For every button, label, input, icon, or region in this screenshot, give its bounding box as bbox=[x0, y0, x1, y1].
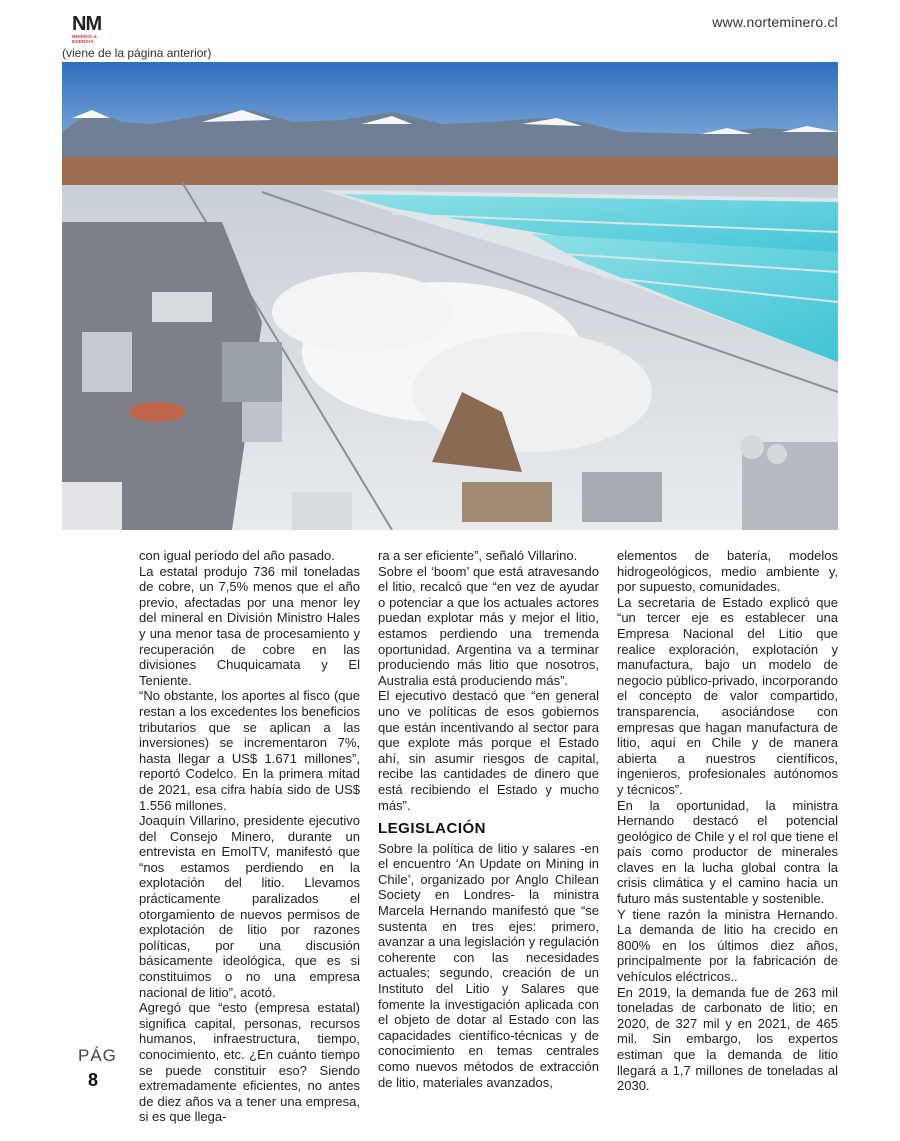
paragraph: “No obstante, los aportes al fisco (que restan a los excedentes los beneficios tributarios que se aplican a las inversiones) se incrementaron 7%, hasta llegar a US$ 1.671 millones”, reportó Codelco. En la primera mitad de 2021, esa cifra había sido de US$ 1.556 millones. bbox=[139, 688, 360, 813]
salar-photo bbox=[62, 62, 838, 530]
paragraph: ra a ser eficiente”, señaló Villarino. bbox=[378, 548, 578, 563]
page-label: PÁG bbox=[78, 1046, 117, 1065]
publication-logo[interactable] bbox=[72, 14, 112, 48]
paragraph: La estatal produjo 736 mil toneladas de cobre, un 7,5% menos que el año previo, afectadas por una menor ley del mineral en División Ministro Hales y una menor tasa de procesamiento y recuperación de cobre en las divisiones Chuquicamata y El Teniente. bbox=[139, 563, 360, 688]
article-column-2 bbox=[378, 548, 599, 1090]
continued-note: (viene de la página anterior) bbox=[62, 46, 212, 60]
paragraph: Sobre el ‘boom’ que está atravesando el litio, recalcó que “en vez de ayudar o potenciar a que los actuales actores puedan explotar más y mejor el litio, estamos perdiendo una tremenda oportunidad. Argentina va a terminar produciendo más litio que nosotros, Australia está produciendo más”. bbox=[378, 563, 599, 688]
paragraph: El ejecutivo destacó que “en general uno ve políticas de esos gobiernos que están incentivando al sector para que explote más porque el Estado ahí, sin asumir riesgos de capital, recibe las cantidades de dinero que está recibiendo el Estado y mucho más”. bbox=[378, 688, 599, 813]
logo-subtitle: MINERÍA & ENERGÍA bbox=[72, 34, 98, 44]
paragraph: Sobre la política de litio y salares -en el encuentro ‘An Update on Mining in Chile’, organizado por Anglo Chilean Society en Londres- la ministra Marcela Hernando manifestó que “se sustenta en tres ejes: primero, avanzar a una legislación y regulación coherente con las necesidades actuales; segundo, creación de un Instituto del Litio y Salares que fomente la investigación aplicada con el objeto de dotar al Estado con las capacidades científico-técnicas y de conocimiento en temas centrales como nuevos métodos de extracción de litio, materiales avanzados, bbox=[378, 840, 599, 1090]
paragraph: Joaquín Villarino, presidente ejecutivo del Consejo Minero, durante un entrevista en EmolTV, manifestó que “nos estamos perdiendo en la explotación del litio. Llevamos prácticamente paralizados el otorgamiento de nuevos permisos de explotación de litio por razones políticas, por una discusión básicamente ideológica, que es si constituimos o no una empresa nacional de litio”, acotó. bbox=[139, 813, 360, 1000]
paragraph: Y tiene razón la ministra Hernando. La demanda de litio ha crecido en 800% en los últimos diez años, principalmente por la fabricación de vehículos eléctricos.. bbox=[617, 906, 838, 985]
salar-illustration bbox=[62, 62, 838, 530]
page-number: 8 bbox=[88, 1070, 99, 1090]
site-url[interactable]: www.norteminero.cl bbox=[712, 14, 838, 30]
article-column-3 bbox=[617, 548, 838, 1094]
paragraph: La secretaria de Estado explicó que “un tercer eje es establecer una Empresa Nacional del Litio que realice exploración, explotación y manufactura, bajo un modelo de negocio público-privado, incorporando el concepto de valor compartido, transparencia, asociándose con empresas que hagan manufactura de litio, aquí en Chile y de manera abierta a nuestros científicos, ingenieros, profesionales autónomos y técnicos”. bbox=[617, 594, 838, 797]
article-column-1 bbox=[139, 548, 360, 1125]
paragraph: Agregó que “esto (empresa estatal) significa capital, personas, recursos humanos, infraestructura, tiempo, conocimiento, etc. ¿En cuánto tiempo se puede constituir eso? Siendo extremadamente eficientes, no antes de diez años va a tener una empresa, si es que llega- bbox=[139, 1000, 360, 1125]
paragraph: En la oportunidad, la ministra Hernando destacó el potencial geológico de Chile y el rol que tiene el país como productor de minerales claves en la lucha global contra la crisis climática y el camino hacia un futuro más sustentable y sostenible. bbox=[617, 797, 838, 907]
paragraph: elementos de batería, modelos hidrogeológicos, medio ambiente y, por supuesto, comunidades. bbox=[617, 548, 838, 595]
paragraph: con igual período del año pasado. bbox=[139, 548, 335, 563]
logo-letters: NM bbox=[72, 13, 102, 35]
section-heading: LEGISLACIÓN bbox=[378, 820, 487, 838]
paragraph: En 2019, la demanda fue de 263 mil toneladas de carbonato de litio; en 2020, de 327 mil y en 2021, de 465 mil. Sin embargo, los expertos estiman que la demanda de litio llegará a 1,7 millones de toneladas al 2030. bbox=[617, 984, 838, 1094]
